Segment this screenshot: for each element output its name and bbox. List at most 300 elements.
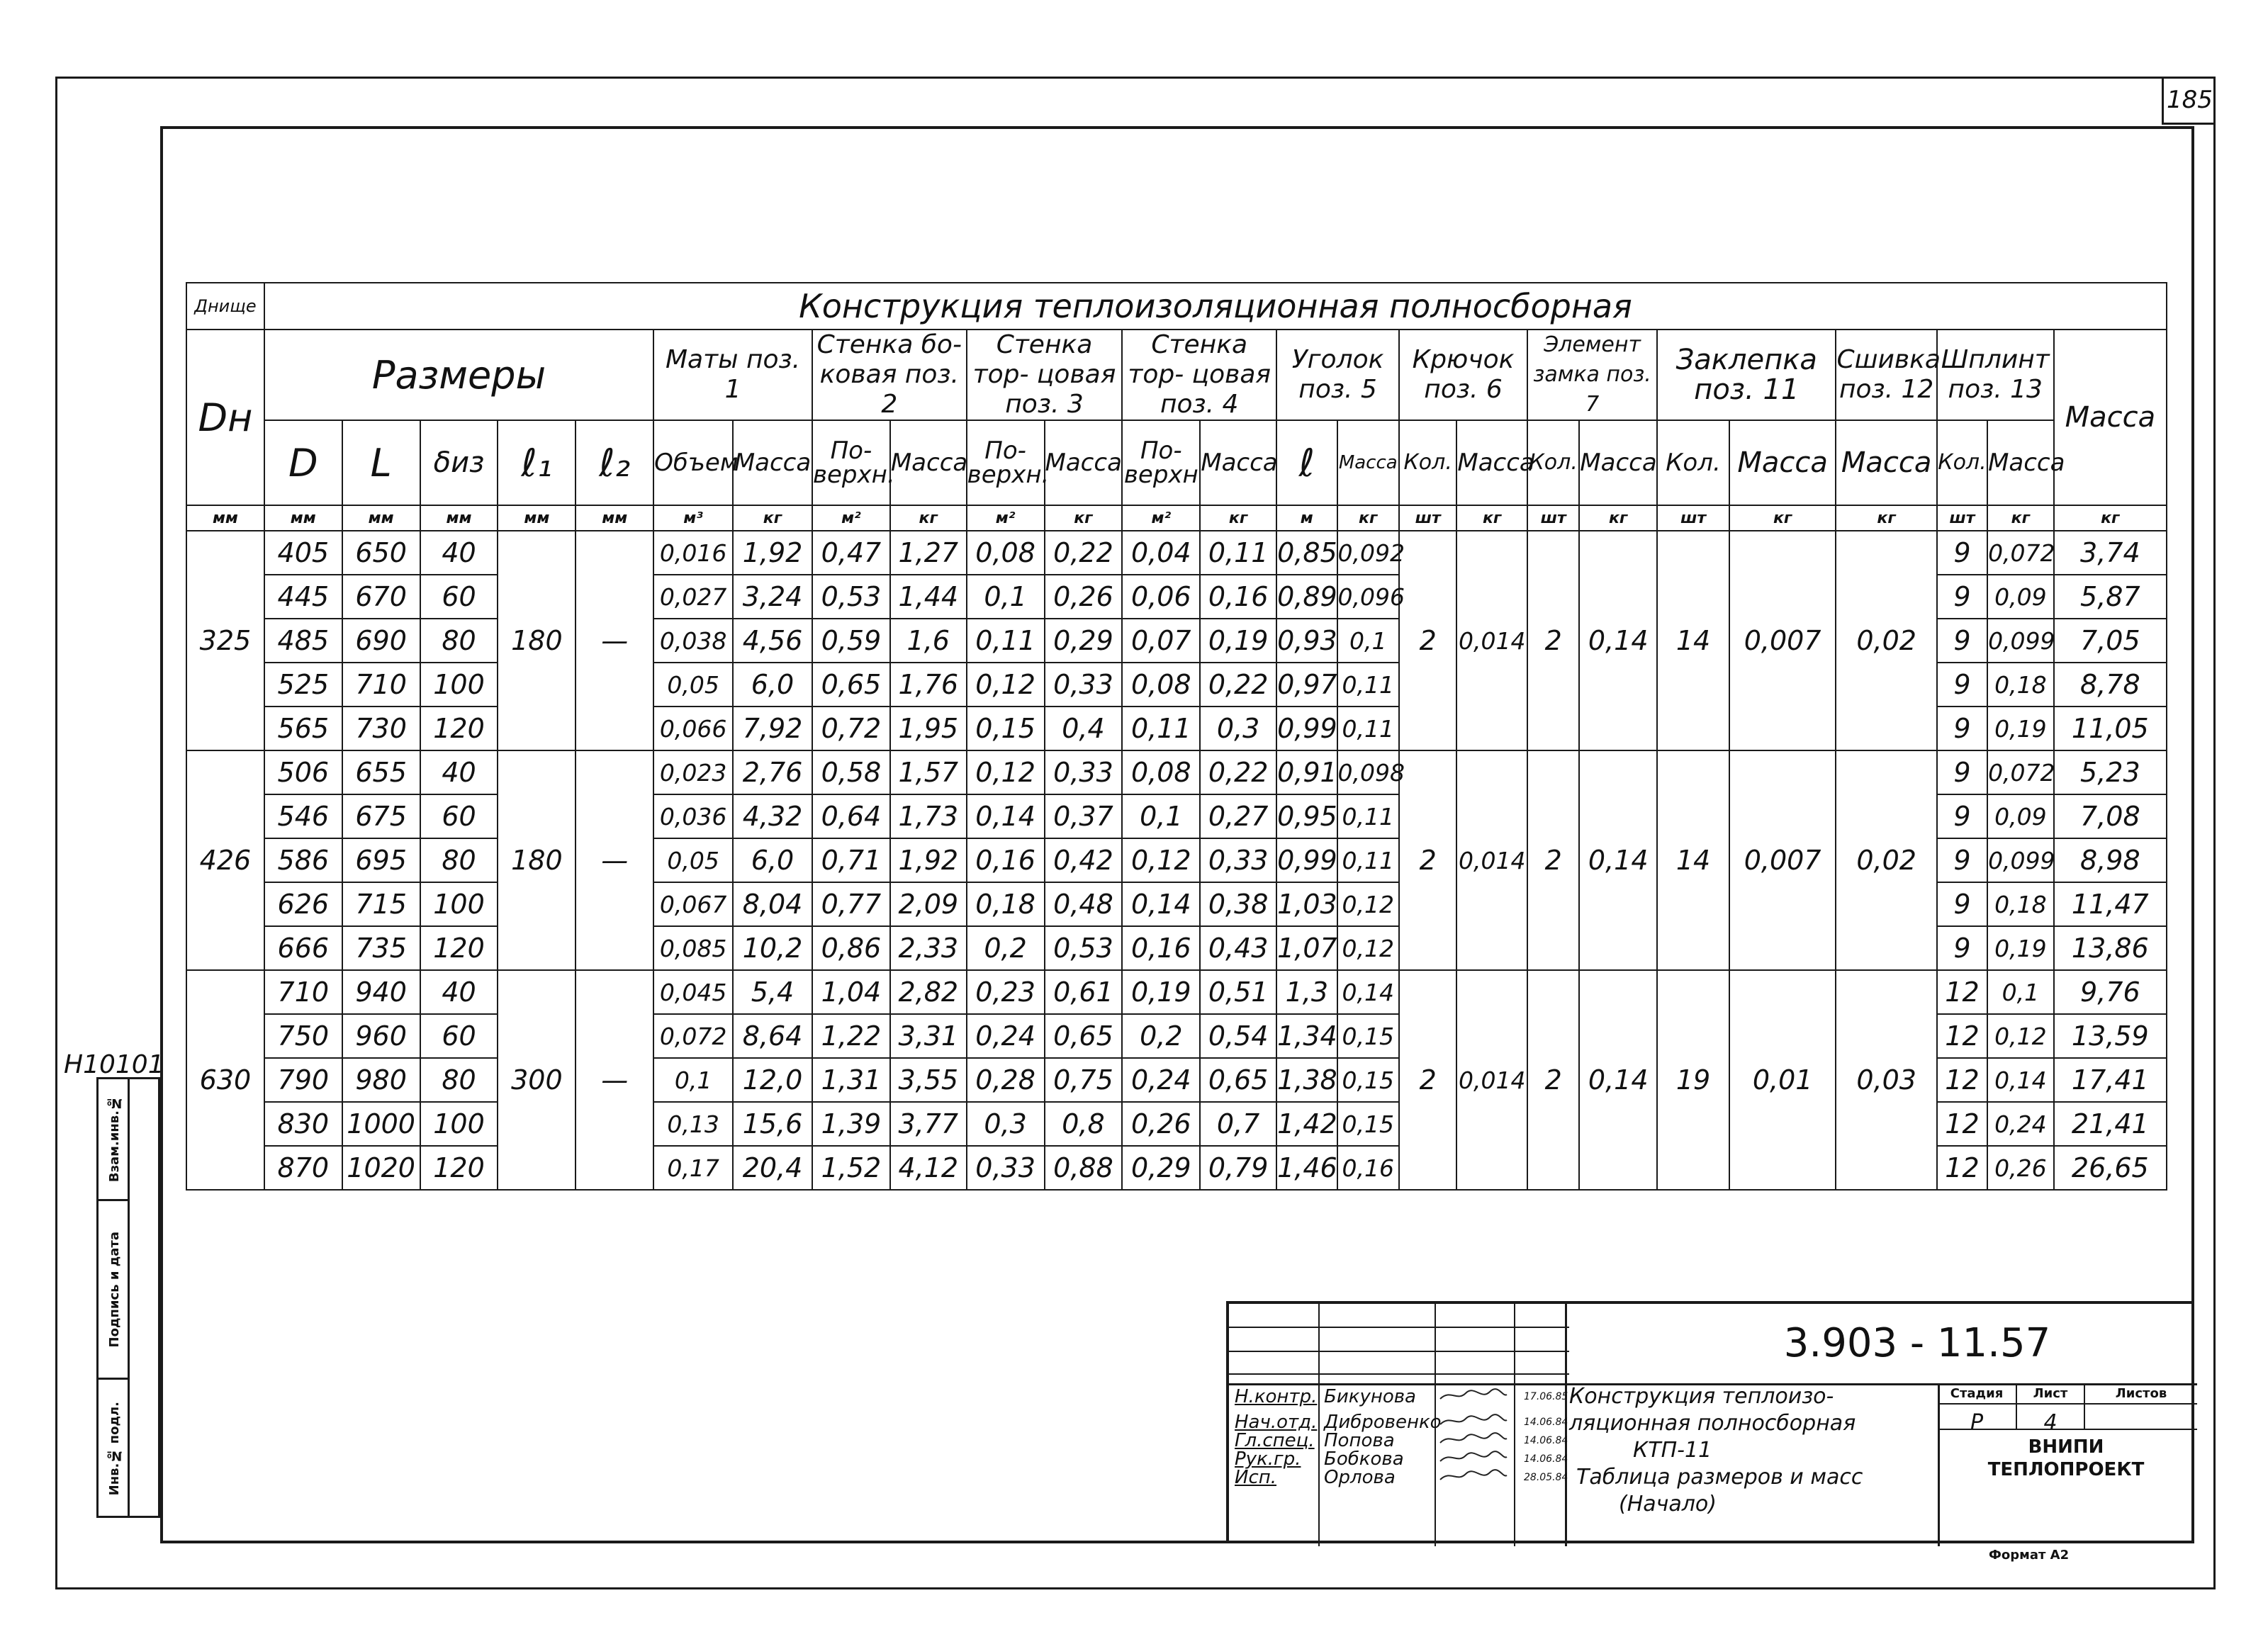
cell-l1: 300 — [498, 970, 576, 1190]
cell-value: 4,56 — [733, 619, 812, 663]
header-massa-13: Масса — [1987, 420, 2054, 505]
cell-shplint-kol: 9 — [1937, 707, 1987, 750]
cell-value: 3,55 — [890, 1058, 967, 1102]
cell-value: 0,13 — [653, 1102, 733, 1146]
cell-value: 0,067 — [653, 882, 733, 926]
signature-mark — [1437, 1413, 1517, 1427]
cell-value: 0,3 — [1200, 707, 1276, 750]
signer-role: Исп. — [1235, 1467, 1277, 1488]
cell-zaklepka-massa: 0,007 — [1729, 531, 1836, 750]
cell-value: 0,15 — [1337, 1102, 1399, 1146]
cell-value: 0,58 — [812, 750, 890, 794]
cell-diz: 60 — [420, 1014, 498, 1058]
cell-D: 485 — [264, 619, 342, 663]
cell-diz: 100 — [420, 882, 498, 926]
cell-kryuchok-massa: 0,014 — [1456, 970, 1527, 1190]
cell-value: 0,066 — [653, 707, 733, 750]
cell-L: 730 — [342, 707, 420, 750]
unit-cell: мм — [498, 505, 576, 531]
header-l2: ℓ₂ — [576, 420, 653, 505]
cell-value: 0,59 — [812, 619, 890, 663]
cell-value: 0,096 — [1337, 575, 1399, 619]
cell-diz: 100 — [420, 663, 498, 707]
unit-cell: м² — [1122, 505, 1200, 531]
cell-value: 0,42 — [1045, 838, 1123, 882]
unit-cell: кг — [1337, 505, 1399, 531]
cell-diz: 120 — [420, 1146, 498, 1190]
cell-element-kol: 2 — [1527, 750, 1579, 970]
cell-massa-total: 11,05 — [2054, 707, 2167, 750]
cell-value: 0,15 — [1337, 1058, 1399, 1102]
cell-value: 0,53 — [1045, 926, 1123, 970]
cell-value: 1,34 — [1276, 1014, 1337, 1058]
cell-shplint-kol: 9 — [1937, 882, 1987, 926]
cell-value: 0,036 — [653, 794, 733, 838]
cell-value: 0,95 — [1276, 794, 1337, 838]
organization-line: ВНИПИ — [2028, 1436, 2104, 1458]
cell-l2: — — [576, 531, 653, 750]
cell-value: 1,38 — [1276, 1058, 1337, 1102]
cell-shplint-kol: 9 — [1937, 663, 1987, 707]
document-name — [1569, 1383, 1938, 1518]
cell-value: 1,6 — [890, 619, 967, 663]
cell-l1: 180 — [498, 531, 576, 750]
cell-value: 0,14 — [1122, 882, 1200, 926]
cell-value: 2,76 — [733, 750, 812, 794]
stage-value: Р — [1970, 1410, 1984, 1435]
cell-value: 0,12 — [1337, 926, 1399, 970]
cell-value: 1,31 — [812, 1058, 890, 1102]
cell-kryuchok-kol: 2 — [1399, 531, 1456, 750]
signature-mark — [1437, 1388, 1517, 1402]
document-name-line: (Начало) — [1619, 1492, 1717, 1516]
cell-value: 0,2 — [967, 926, 1045, 970]
unit-cell: м² — [967, 505, 1045, 531]
header-sizes: Размеры — [264, 330, 653, 420]
cell-D: 565 — [264, 707, 342, 750]
cell-massa-total: 11,47 — [2054, 882, 2167, 926]
header-obem: Объем — [653, 420, 733, 505]
signer-role: Гл.спец. — [1235, 1430, 1315, 1451]
cell-value: 0,072 — [653, 1014, 733, 1058]
cell-diz: 60 — [420, 794, 498, 838]
cell-value: 0,75 — [1045, 1058, 1123, 1102]
cell-value: 1,39 — [812, 1102, 890, 1146]
unit-cell: м² — [812, 505, 890, 531]
sheets-head: Листов — [2115, 1386, 2167, 1401]
unit-cell: кг — [1045, 505, 1123, 531]
cell-value: 0,038 — [653, 619, 733, 663]
cell-D: 870 — [264, 1146, 342, 1190]
cell-value: 0,77 — [812, 882, 890, 926]
cell-value: 0,43 — [1200, 926, 1276, 970]
cell-value: 0,023 — [653, 750, 733, 794]
cell-shplint-kol: 12 — [1937, 1014, 1987, 1058]
cell-value: 8,04 — [733, 882, 812, 926]
cell-shplint-massa: 0,19 — [1987, 926, 2054, 970]
cell-value: 0,33 — [1045, 750, 1123, 794]
cell-massa-total: 3,74 — [2054, 531, 2167, 575]
dimensions-table — [186, 282, 2167, 1191]
cell-value: 0,72 — [812, 707, 890, 750]
cell-shplint-kol: 9 — [1937, 838, 1987, 882]
cell-value: 1,03 — [1276, 882, 1337, 926]
sheet-number: 185 — [2162, 77, 2216, 125]
cell-massa-total: 13,86 — [2054, 926, 2167, 970]
signer-role: Рук.гр. — [1235, 1448, 1301, 1470]
cell-value: 0,12 — [967, 663, 1045, 707]
cell-value: 0,99 — [1276, 707, 1337, 750]
cell-shplint-kol: 12 — [1937, 1058, 1987, 1102]
cell-value: 3,24 — [733, 575, 812, 619]
cell-shplint-massa: 0,072 — [1987, 750, 2054, 794]
cell-value: 0,99 — [1276, 838, 1337, 882]
cell-value: 0,19 — [1200, 619, 1276, 663]
cell-element-massa: 0,14 — [1579, 750, 1657, 970]
header-stenka-bok: Стенка бо- ковая поз. 2 — [812, 330, 967, 420]
cell-shplint-massa: 0,12 — [1987, 1014, 2054, 1058]
cell-value: 0,71 — [812, 838, 890, 882]
cell-L: 1020 — [342, 1146, 420, 1190]
unit-cell: шт — [1399, 505, 1456, 531]
cell-value: 1,3 — [1276, 970, 1337, 1014]
cell-shplint-kol: 9 — [1937, 619, 1987, 663]
cell-shplint-kol: 9 — [1937, 531, 1987, 575]
cell-shplint-massa: 0,099 — [1987, 619, 2054, 663]
cell-diz: 60 — [420, 575, 498, 619]
cell-massa-total: 7,05 — [2054, 619, 2167, 663]
header-shplint: Шплинт поз. 13 — [1937, 330, 2054, 420]
cell-value: 15,6 — [733, 1102, 812, 1146]
cell-value: 0,16 — [1337, 1146, 1399, 1190]
cell-L: 650 — [342, 531, 420, 575]
cell-L: 670 — [342, 575, 420, 619]
document-name-line: КТП-11 — [1633, 1438, 1712, 1463]
cell-value: 0,098 — [1337, 750, 1399, 794]
cell-value: 1,07 — [1276, 926, 1337, 970]
header-zaklepka: Заклепка поз. 11 — [1657, 330, 1836, 420]
cell-value: 0,1 — [1122, 794, 1200, 838]
cell-value: 0,38 — [1200, 882, 1276, 926]
cell-L: 1000 — [342, 1102, 420, 1146]
header-maty: Маты поз. 1 — [653, 330, 812, 420]
cell-shivka-massa: 0,02 — [1836, 750, 1936, 970]
cell-shplint-kol: 9 — [1937, 575, 1987, 619]
cell-shivka-massa: 0,02 — [1836, 531, 1936, 750]
cell-value: 0,11 — [1337, 663, 1399, 707]
cell-value: 0,24 — [1122, 1058, 1200, 1102]
cell-value: 0,045 — [653, 970, 733, 1014]
cell-value: 1,92 — [733, 531, 812, 575]
cell-D: 445 — [264, 575, 342, 619]
cell-D: 626 — [264, 882, 342, 926]
cell-value: 0,12 — [1122, 838, 1200, 882]
cell-l2: — — [576, 970, 653, 1190]
unit-cell: кг — [733, 505, 812, 531]
unit-cell: м — [1276, 505, 1337, 531]
cell-value: 3,77 — [890, 1102, 967, 1146]
cell-value: 0,93 — [1276, 619, 1337, 663]
cell-value: 0,47 — [812, 531, 890, 575]
cell-value: 0,88 — [1045, 1146, 1123, 1190]
header-bottom: Днище — [186, 283, 264, 330]
unit-cell: кг — [1456, 505, 1527, 531]
cell-value: 0,97 — [1276, 663, 1337, 707]
cell-zaklepka-kol: 14 — [1657, 531, 1729, 750]
unit-cell: кг — [2054, 505, 2167, 531]
unit-cell: мм — [576, 505, 653, 531]
header-massa-total: Масса — [2054, 330, 2167, 505]
cell-L: 960 — [342, 1014, 420, 1058]
cell-D: 405 — [264, 531, 342, 575]
cell-value: 4,12 — [890, 1146, 967, 1190]
cell-massa-total: 17,41 — [2054, 1058, 2167, 1102]
cell-value: 4,32 — [733, 794, 812, 838]
header-massa-6: Масса — [1456, 420, 1527, 505]
cell-shplint-kol: 12 — [1937, 970, 1987, 1014]
signer-name: Дибровенко — [1324, 1412, 1442, 1433]
header-poverhn-3: По- верхн. — [967, 420, 1045, 505]
cell-value: 0,61 — [1045, 970, 1123, 1014]
cell-value: 0,016 — [653, 531, 733, 575]
cell-value: 1,52 — [812, 1146, 890, 1190]
format-label: Формат А2 — [1989, 1548, 2070, 1563]
cell-zaklepka-massa: 0,007 — [1729, 750, 1836, 970]
cell-value: 0,28 — [967, 1058, 1045, 1102]
cell-value: 10,2 — [733, 926, 812, 970]
cell-zaklepka-kol: 19 — [1657, 970, 1729, 1190]
cell-element-massa: 0,14 — [1579, 531, 1657, 750]
cell-value: 0,11 — [1337, 794, 1399, 838]
cell-value: 0,18 — [967, 882, 1045, 926]
cell-value: 0,48 — [1045, 882, 1123, 926]
cell-D: 586 — [264, 838, 342, 882]
cell-value: 0,7 — [1200, 1102, 1276, 1146]
sheet-head: Лист — [2033, 1386, 2068, 1401]
cell-D: 710 — [264, 970, 342, 1014]
signature-mark — [1437, 1450, 1517, 1464]
unit-cell: кг — [1729, 505, 1836, 531]
signer-date: 14.06.84 — [1524, 1453, 1568, 1465]
cell-value: 0,22 — [1045, 531, 1123, 575]
cell-value: 0,86 — [812, 926, 890, 970]
header-poverhn-4: По- верхн — [1122, 420, 1200, 505]
cell-massa-total: 8,78 — [2054, 663, 2167, 707]
cell-value: 0,08 — [967, 531, 1045, 575]
cell-shplint-massa: 0,09 — [1987, 575, 2054, 619]
cell-L: 690 — [342, 619, 420, 663]
cell-shplint-massa: 0,09 — [1987, 794, 2054, 838]
cell-value: 0,29 — [1122, 1146, 1200, 1190]
cell-value: 1,92 — [890, 838, 967, 882]
cell-element-kol: 2 — [1527, 970, 1579, 1190]
cell-value: 3,31 — [890, 1014, 967, 1058]
signer-date: 28.05.84 — [1524, 1472, 1568, 1483]
header-stenka-tor3: Стенка тор- цовая поз. 3 — [967, 330, 1123, 420]
cell-value: 0,24 — [967, 1014, 1045, 1058]
cell-value: 5,4 — [733, 970, 812, 1014]
cell-D: 546 — [264, 794, 342, 838]
cell-value: 0,3 — [967, 1102, 1045, 1146]
cell-value: 0,1 — [967, 575, 1045, 619]
cell-value: 0,08 — [1122, 663, 1200, 707]
inv-orig-label: Инв.№ подл. — [106, 1402, 122, 1496]
cell-shplint-massa: 0,072 — [1987, 531, 2054, 575]
cell-value: 1,95 — [890, 707, 967, 750]
cell-shplint-massa: 0,099 — [1987, 838, 2054, 882]
cell-L: 980 — [342, 1058, 420, 1102]
cell-zaklepka-massa: 0,01 — [1729, 970, 1836, 1190]
cell-diz: 80 — [420, 1058, 498, 1102]
title-block — [1226, 1301, 2194, 1543]
signer-name: Бикунова — [1324, 1386, 1416, 1407]
cell-shplint-kol: 12 — [1937, 1102, 1987, 1146]
unit-cell: кг — [1836, 505, 1936, 531]
cell-shplint-massa: 0,26 — [1987, 1146, 2054, 1190]
cell-value: 0,22 — [1200, 750, 1276, 794]
cell-value: 0,26 — [1122, 1102, 1200, 1146]
cell-value: 0,11 — [1122, 707, 1200, 750]
cell-value: 0,16 — [1200, 575, 1276, 619]
cell-D: 830 — [264, 1102, 342, 1146]
cell-value: 1,04 — [812, 970, 890, 1014]
cell-value: 0,37 — [1045, 794, 1123, 838]
signature-mark — [1437, 1468, 1517, 1482]
signer-date: 14.06.84 — [1524, 1435, 1568, 1446]
header-kol-13: Кол. — [1937, 420, 1987, 505]
cell-value: 0,05 — [653, 838, 733, 882]
cell-massa-total: 21,41 — [2054, 1102, 2167, 1146]
cell-value: 0,16 — [967, 838, 1045, 882]
cell-massa-total: 26,65 — [2054, 1146, 2167, 1190]
cell-shplint-massa: 0,19 — [1987, 707, 2054, 750]
cell-value: 0,27 — [1200, 794, 1276, 838]
signer-role: Н.контр. — [1235, 1386, 1318, 1407]
unit-cell: кг — [1987, 505, 2054, 531]
cell-value: 0,89 — [1276, 575, 1337, 619]
cell-diz: 120 — [420, 707, 498, 750]
cell-value: 0,12 — [1337, 882, 1399, 926]
header-kol-7: Кол. — [1527, 420, 1579, 505]
cell-value: 0,29 — [1045, 619, 1123, 663]
cell-diz: 80 — [420, 838, 498, 882]
header-L: L — [342, 420, 420, 505]
header-massa-3: Масса — [1045, 420, 1123, 505]
cell-value: 0,79 — [1200, 1146, 1276, 1190]
cell-kryuchok-kol: 2 — [1399, 970, 1456, 1190]
cell-D: 750 — [264, 1014, 342, 1058]
cell-massa-total: 13,59 — [2054, 1014, 2167, 1058]
cell-value: 0,027 — [653, 575, 733, 619]
unit-cell: мм — [342, 505, 420, 531]
cell-value: 1,57 — [890, 750, 967, 794]
cell-value: 12,0 — [733, 1058, 812, 1102]
header-stenka-tor4: Стенка тор- цовая поз. 4 — [1122, 330, 1276, 420]
cell-value: 2,09 — [890, 882, 967, 926]
unit-cell: мм — [264, 505, 342, 531]
cell-L: 655 — [342, 750, 420, 794]
cell-value: 0,2 — [1122, 1014, 1200, 1058]
cell-value: 0,26 — [1045, 575, 1123, 619]
cell-diz: 100 — [420, 1102, 498, 1146]
signer-name: Попова — [1324, 1430, 1395, 1451]
cell-shplint-massa: 0,18 — [1987, 882, 2054, 926]
header-l-ugolok: ℓ — [1276, 420, 1337, 505]
cell-diz: 40 — [420, 750, 498, 794]
side-code: Н10101 — [64, 1050, 164, 1079]
cell-value: 0,85 — [1276, 531, 1337, 575]
cell-value: 0,15 — [967, 707, 1045, 750]
cell-value: 0,092 — [1337, 531, 1399, 575]
cell-value: 2,82 — [890, 970, 967, 1014]
cell-shplint-kol: 9 — [1937, 794, 1987, 838]
cell-value: 0,33 — [967, 1146, 1045, 1190]
sign-date-label: Подпись и дата — [106, 1231, 122, 1348]
cell-shplint-massa: 0,14 — [1987, 1058, 2054, 1102]
unit-cell: мм — [420, 505, 498, 531]
header-kryuchok: Крючок поз. 6 — [1399, 330, 1527, 420]
table-title: Конструкция теплоизоляционная полносборная — [264, 283, 2167, 330]
cell-value: 1,22 — [812, 1014, 890, 1058]
cell-value: 7,92 — [733, 707, 812, 750]
cell-value: 1,27 — [890, 531, 967, 575]
cell-value: 0,05 — [653, 663, 733, 707]
cell-value: 0,51 — [1200, 970, 1276, 1014]
table-row — [186, 970, 2167, 1014]
header-shivka: Сшивка поз. 12 — [1836, 330, 1936, 420]
unit-cell: шт — [1937, 505, 1987, 531]
cell-value: 1,46 — [1276, 1146, 1337, 1190]
cell-shplint-kol: 12 — [1937, 1146, 1987, 1190]
left-strip — [96, 1077, 160, 1518]
signer-date: 14.06.84 — [1524, 1417, 1568, 1428]
cell-value: 0,65 — [1045, 1014, 1123, 1058]
cell-zaklepka-kol: 14 — [1657, 750, 1729, 970]
cell-L: 940 — [342, 970, 420, 1014]
header-massa-12: Масса — [1836, 420, 1936, 505]
cell-dn: 325 — [186, 531, 264, 750]
cell-element-massa: 0,14 — [1579, 970, 1657, 1190]
cell-kryuchok-massa: 0,014 — [1456, 531, 1527, 750]
organization-line: ТЕПЛОПРОЕКТ — [1987, 1459, 2145, 1480]
unit-cell: шт — [1527, 505, 1579, 531]
cell-value: 0,54 — [1200, 1014, 1276, 1058]
cell-value: 0,64 — [812, 794, 890, 838]
cell-element-kol: 2 — [1527, 531, 1579, 750]
cell-value: 0,53 — [812, 575, 890, 619]
cell-value: 0,11 — [1200, 531, 1276, 575]
cell-L: 675 — [342, 794, 420, 838]
unit-cell: кг — [1200, 505, 1276, 531]
cell-value: 2,33 — [890, 926, 967, 970]
cell-shplint-massa: 0,24 — [1987, 1102, 2054, 1146]
cell-value: 0,91 — [1276, 750, 1337, 794]
unit-cell: м³ — [653, 505, 733, 531]
header-diz: δиз — [420, 420, 498, 505]
signer-name: Бобкова — [1324, 1448, 1404, 1470]
header-l1: ℓ₁ — [498, 420, 576, 505]
cell-value: 0,14 — [967, 794, 1045, 838]
unit-cell: шт — [1657, 505, 1729, 531]
cell-dn: 630 — [186, 970, 264, 1190]
cell-L: 735 — [342, 926, 420, 970]
cell-value: 0,04 — [1122, 531, 1200, 575]
unit-cell: кг — [890, 505, 967, 531]
cell-l2: — — [576, 750, 653, 970]
cell-shplint-massa: 0,18 — [1987, 663, 2054, 707]
header-D: D — [264, 420, 342, 505]
cell-D: 790 — [264, 1058, 342, 1102]
